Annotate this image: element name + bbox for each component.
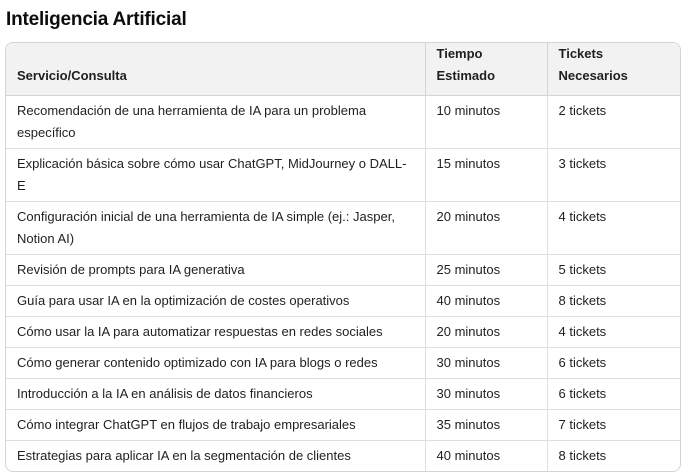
cell-service: Recomendación de una herramienta de IA para un problema específico xyxy=(6,96,425,149)
table-row xyxy=(6,202,681,255)
cell-tickets: 8 tickets xyxy=(547,286,681,317)
table-row xyxy=(6,149,681,202)
services-table-container xyxy=(5,42,681,472)
cell-service: Revisión de prompts para IA generativa xyxy=(6,255,425,286)
header-tickets: Tickets Necesarios xyxy=(547,43,681,96)
page-title: Inteligencia Artificial xyxy=(6,9,187,30)
cell-service: Cómo integrar ChatGPT en flujos de trabajo empresariales xyxy=(6,410,425,441)
cell-service: Cómo generar contenido optimizado con IA para blogs o redes xyxy=(6,348,425,379)
cell-service: Cómo usar la IA para automatizar respuestas en redes sociales xyxy=(6,317,425,348)
cell-service: Estrategias para aplicar IA en la segmentación de clientes xyxy=(6,441,425,472)
cell-time: 10 minutos xyxy=(425,96,547,149)
cell-tickets: 4 tickets xyxy=(547,317,681,348)
table-header-row xyxy=(6,43,681,96)
cell-time: 20 minutos xyxy=(425,317,547,348)
cell-time: 30 minutos xyxy=(425,348,547,379)
header-time: Tiempo Estimado xyxy=(425,43,547,96)
table-row xyxy=(6,96,681,149)
cell-time: 35 minutos xyxy=(425,410,547,441)
cell-time: 15 minutos xyxy=(425,149,547,202)
cell-service: Introducción a la IA en análisis de datos financieros xyxy=(6,379,425,410)
cell-service: Configuración inicial de una herramienta de IA simple (ej.: Jasper, Notion AI) xyxy=(6,202,425,255)
cell-time: 40 minutos xyxy=(425,286,547,317)
cell-service: Guía para usar IA en la optimización de costes operativos xyxy=(6,286,425,317)
cell-tickets: 6 tickets xyxy=(547,348,681,379)
header-service: Servicio/Consulta xyxy=(6,43,425,96)
cell-time: 25 minutos xyxy=(425,255,547,286)
cell-tickets: 4 tickets xyxy=(547,202,681,255)
table-row xyxy=(6,410,681,441)
table-row xyxy=(6,441,681,472)
cell-tickets: 5 tickets xyxy=(547,255,681,286)
services-table xyxy=(6,43,681,471)
cell-tickets: 3 tickets xyxy=(547,149,681,202)
table-row xyxy=(6,348,681,379)
table-row xyxy=(6,255,681,286)
cell-tickets: 7 tickets xyxy=(547,410,681,441)
cell-tickets: 2 tickets xyxy=(547,96,681,149)
table-row xyxy=(6,317,681,348)
table-row xyxy=(6,379,681,410)
cell-time: 20 minutos xyxy=(425,202,547,255)
cell-time: 40 minutos xyxy=(425,441,547,472)
cell-service: Explicación básica sobre cómo usar ChatGPT, MidJourney o DALL-E xyxy=(6,149,425,202)
cell-time: 30 minutos xyxy=(425,379,547,410)
cell-tickets: 6 tickets xyxy=(547,379,681,410)
table-row xyxy=(6,286,681,317)
cell-tickets: 8 tickets xyxy=(558,448,607,463)
